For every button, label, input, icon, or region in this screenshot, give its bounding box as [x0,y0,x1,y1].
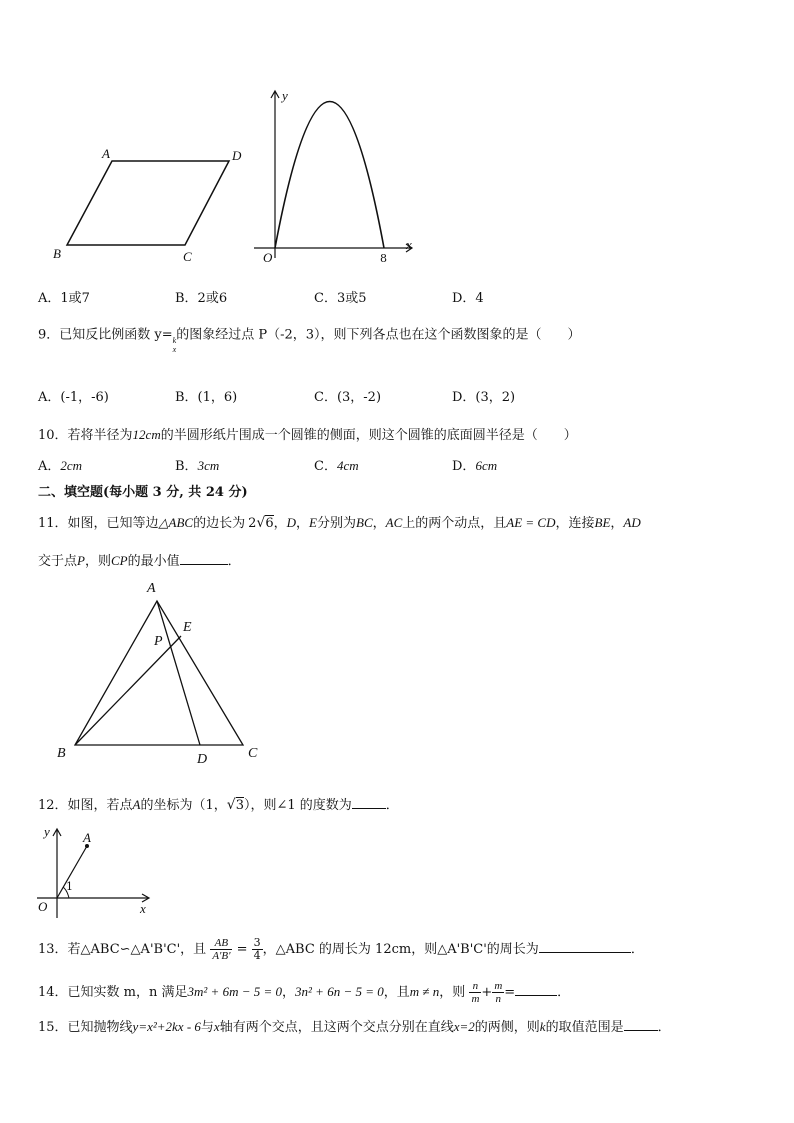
q15-answer-blank[interactable] [624,1030,658,1031]
parallelogram-label-a: A [102,146,110,161]
angle-fig-y-label: y [44,824,50,839]
q9-suffix: 的图象经过点 P（-2，3），则下列各点也在这个函数图象的是（ ） [176,327,581,343]
q14-fraction-n-over-m: $\frac{n}{m}$ [471,980,480,1005]
q8-option-b: B．2或6 [175,291,228,306]
q11-side-length: 2√6 [248,515,274,531]
q10-option-b: B．3cm [175,458,220,474]
q13-ratio-fraction: $\frac{AB}{A'B'}$ [212,937,231,962]
q15-parabola-expression: y=x²+2kx - 6 [132,1019,201,1034]
q9-option-a: A．(-1，-6) [38,390,109,405]
q14-stem: 14．已知实数 m，n 满足3m² + 6m − 5 = 0，3n² + 6n − 5 = 0，且m ≠ n，则 $\frac{n}{m}$ + $\frac{m}{n}$ = ． [38,980,571,1005]
q14-answer-blank[interactable] [515,995,557,996]
q10-option-c: C．4cm [314,458,359,474]
triangle-label-c: C [248,746,258,761]
q8-option-c: C．3或5 [314,291,367,306]
q9-option-c: C．(3，-2) [314,390,382,405]
triangle-label-a: A [147,581,156,596]
angle-fig-angle-label: 1 [66,880,73,893]
parallelogram-label-d: D [232,148,242,163]
parabola-x-tick-label: 8 [380,252,387,265]
parabola-origin-label: O [263,250,273,265]
parallelogram-label-b: B [53,246,61,261]
section-heading-fill-in: 二、填空题(每小题 3 分, 共 24 分) [38,485,248,500]
angle-fig-x-label: x [140,901,146,916]
q9-option-b: B．(1，6) [175,390,238,405]
q11-condition: AE = CD [506,515,556,530]
parabola-x-label: x [406,237,412,252]
q10-prefix: 10．若将半径为 [38,428,133,443]
triangle-label-b: B [57,746,66,761]
triangle-label-p: P [154,634,163,649]
q14-equation-m: 3m² + 6m − 5 = 0 [187,984,283,999]
angle-fig-origin-label: O [38,899,48,914]
q10-option-d: D．6cm [452,458,498,474]
q10-option-a: A．2cm [38,458,83,474]
parallelogram-label-c: C [183,249,192,264]
q14-fraction-m-over-n: $\frac{m}{n}$ [494,980,503,1005]
q13-value-fraction: $\frac{3}{4}$ [253,936,261,962]
q9-frac-den: x [172,345,177,354]
angle-fig-a-label: A [83,830,91,845]
q8-option-d: D．4 [452,291,484,306]
q11-stem-line1: 11．如图，已知等边△ABC的边长为 2√6，D，E分别为BC，AC上的两个动点，且AE = CD，连接BE，AD [38,515,641,531]
q13-stem: 13．若△ABC∽△A'B'C'，且 $\frac{AB}{A'B'}$ = $\frac{3}{4}$ ，△ABC 的周长为 12cm，则△A'B'C'的周长为 ． [38,936,644,962]
q15-stem: 15．已知抛物线y=x²+2kx - 6与x轴有两个交点，且这两个交点分别在直线x=2的两侧，则k的取值范围是 ． [38,1019,671,1035]
q11-triangle: △ABC [158,515,194,530]
triangle-label-d: D [197,752,208,767]
parabola-y-label: y [282,88,288,103]
q10-radius: 12cm [132,427,161,442]
q10-suffix: 的半圆形纸片围成一个圆锥的侧面，则这个圆锥的底面圆半径是（ ） [160,428,577,443]
q8-option-a: A．1或7 [38,291,90,306]
triangle-label-e: E [183,620,192,635]
q14-equation-n: 3n² + 6n − 5 = 0 [295,984,384,999]
q12-sqrt: √3 [226,797,244,813]
q9-prefix: 9．已知反比例函数 y= [38,327,173,343]
q9-option-d: D．(3，2) [452,390,516,405]
q13-answer-blank[interactable] [539,952,631,953]
q12-stem: 12．如图，若点A的坐标为（1，√3），则∠1 的度数为 ． [38,797,399,813]
q11-stem-line2: 交于点P，则CP的最小值 ． [38,553,241,569]
q9-frac-num: k [172,336,177,345]
